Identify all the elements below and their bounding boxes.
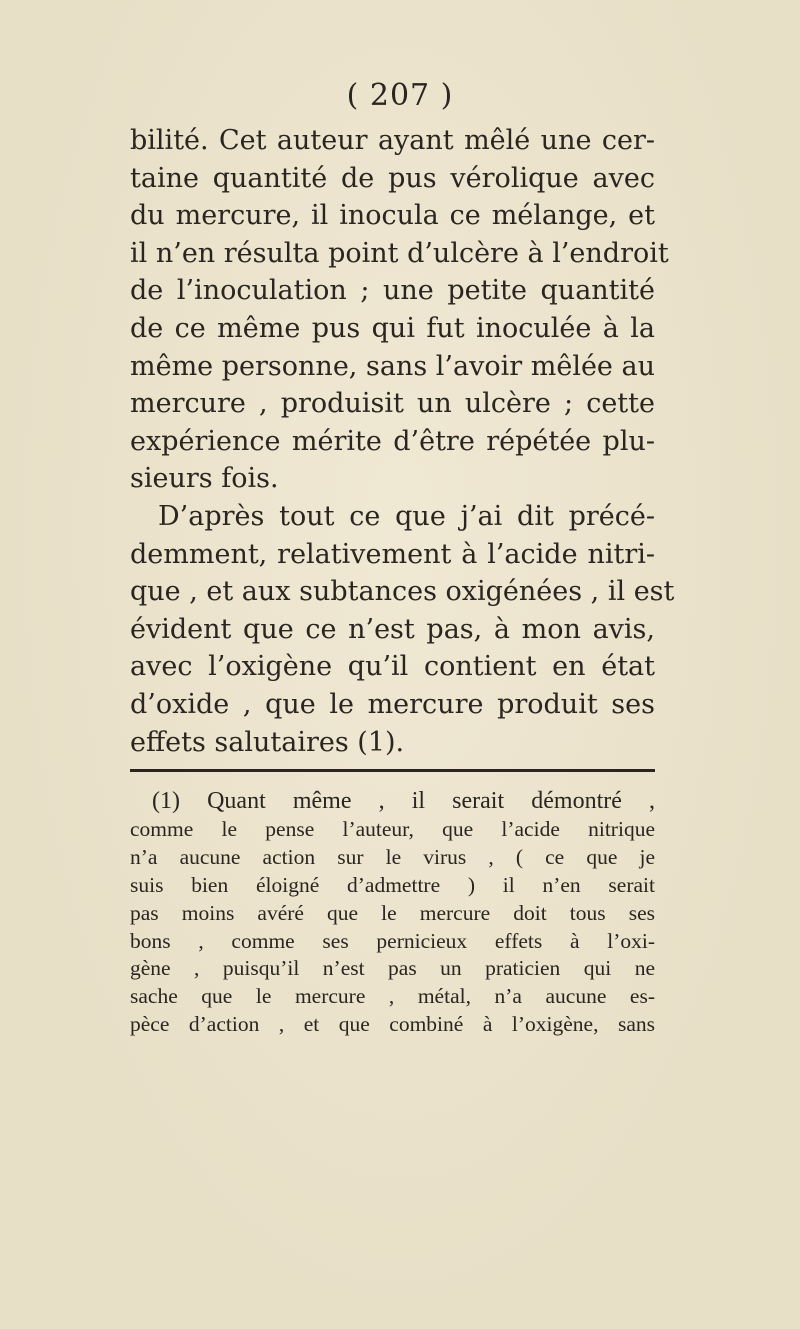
footnote-line: bons , comme ses pernicieux effets à l’oxi- bbox=[130, 928, 655, 953]
text-line: expérience mérite d’être répétée plu- bbox=[130, 425, 655, 457]
main-text bbox=[130, 122, 675, 761]
footnote-line: n’a aucune action sur le virus , ( ce que je bbox=[130, 844, 655, 869]
footnote-line: gène , puisqu’il n’est pas un praticien qui ne bbox=[130, 956, 655, 981]
text-line: mercure , produisit un ulcère ; cette bbox=[130, 388, 655, 420]
footnote bbox=[130, 786, 655, 1039]
footnote-divider bbox=[130, 769, 655, 772]
text-line: il n’en résulta point d’ulcère à l’endroit bbox=[130, 237, 669, 269]
text-line: sieurs fois. bbox=[130, 463, 279, 495]
text-line: du mercure, il inocula ce mélange, et bbox=[130, 200, 655, 232]
text-line: D’après tout ce que j’ai dit précé- bbox=[158, 500, 655, 532]
page-number: ( 207 ) bbox=[346, 78, 454, 113]
text-line: effets salutaires (1). bbox=[130, 726, 405, 758]
text-line: avec l’oxigène qu’il contient en état bbox=[130, 651, 655, 683]
text-line: bilité. Cet auteur ayant mêlé une cer- bbox=[130, 125, 655, 156]
footnote-line: pèce d’action , et que combiné à l’oxigène, sans bbox=[130, 1012, 655, 1037]
footnote-line: pas moins avéré que le mercure doit tous ses bbox=[130, 900, 655, 925]
text-line: que , et aux subtances oxigénées , il est bbox=[130, 576, 675, 608]
text-line: même personne, sans l’avoir mêlée au bbox=[130, 350, 655, 382]
footnote-line: sache que le mercure , métal, n’a aucune es- bbox=[130, 984, 655, 1009]
footnote-line: (1) Quant même , il serait démontré , bbox=[152, 788, 655, 814]
text-line: de ce même pus qui fut inoculée à la bbox=[130, 312, 655, 344]
footnote-line: comme le pense l’auteur, que l’acide nitrique bbox=[130, 817, 655, 841]
text-line: taine quantité de pus vérolique avec bbox=[130, 162, 655, 194]
text-line: demment, relativement à l’acide nitri- bbox=[130, 538, 655, 570]
text-line: d’oxide , que le mercure produit ses bbox=[130, 688, 655, 720]
text-line: de l’inoculation ; une petite quantité bbox=[130, 275, 655, 307]
text-line: évident que ce n’est pas, à mon avis, bbox=[130, 613, 655, 645]
footnote-line: suis bien éloigné d’admettre ) il n’en serait bbox=[130, 872, 655, 897]
